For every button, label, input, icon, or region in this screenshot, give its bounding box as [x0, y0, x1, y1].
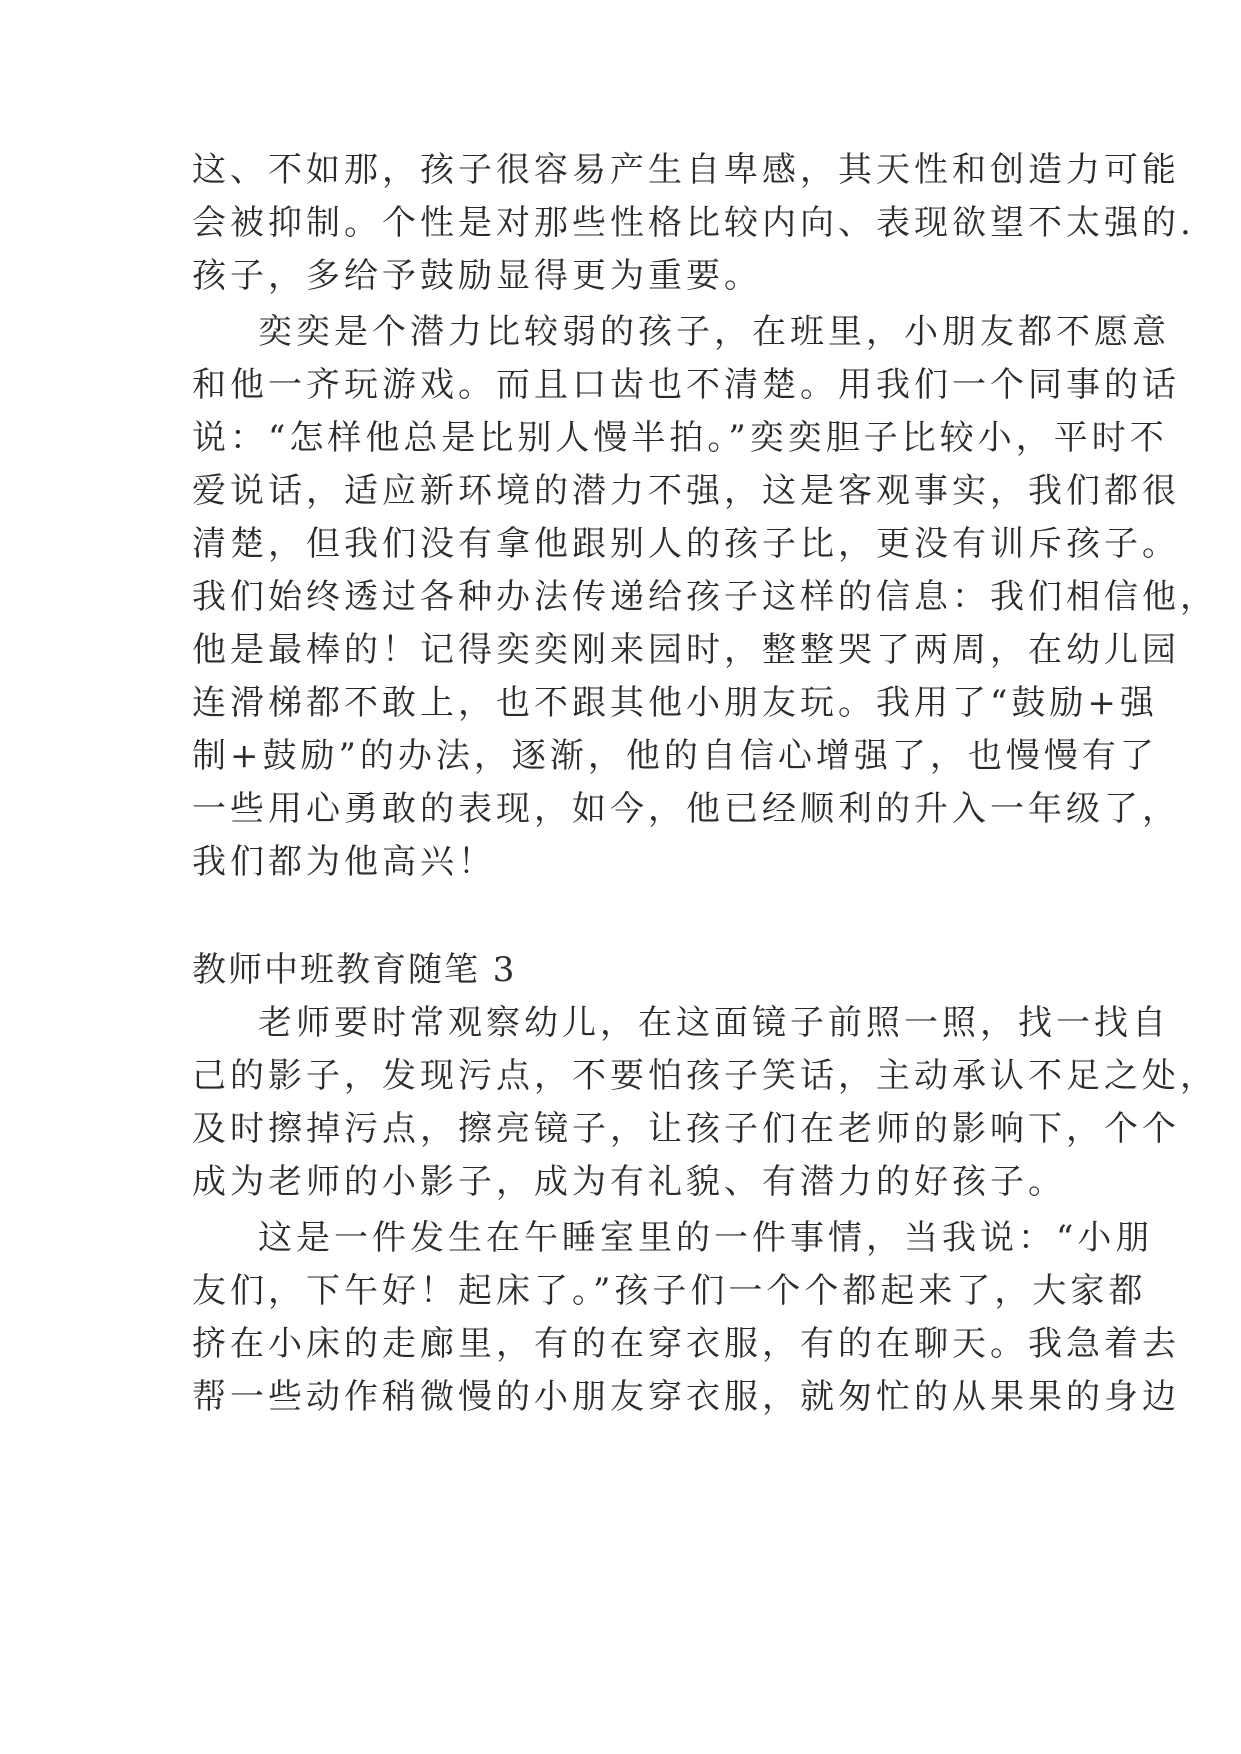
paragraph-2-line-9: 制+鼓励”的办法，逐渐，他的自信心增强了，也慢慢有了	[192, 736, 1158, 776]
paragraph-1-line-3: 孩子，多给予鼓励显得更为重要。	[192, 256, 762, 296]
paragraph-1-line-2: 会被抑制。个性是对那些性格比较内向、表现欲望不太强的.	[192, 203, 1195, 243]
paragraph-2-line-8: 连滑梯都不敢上，也不跟其他小朋友玩。我用了“鼓励+强	[192, 683, 1158, 723]
paragraph-2-line-2: 和他一齐玩游戏。而且口齿也不清楚。用我们一个同事的话	[192, 365, 1180, 405]
section-heading: 教师中班教育随笔 3	[192, 950, 517, 990]
paragraph-1-line-1: 这、不如那，孩子很容易产生自卑感，其天性和创造力可能	[192, 150, 1180, 190]
paragraph-4-line-4: 帮一些动作稍微慢的小朋友穿衣服，就匆忙的从果果的身边	[192, 1377, 1180, 1417]
paragraph-2-line-3: 说：“怎样他总是比别人慢半拍。”奕奕胆子比较小，平时不	[192, 418, 1168, 458]
paragraph-2-line-5: 清楚，但我们没有拿他跟别人的孩子比，更没有训斥孩子。	[192, 524, 1180, 564]
paragraph-2-line-4: 爱说话，适应新环境的潜力不强，这是客观事实，我们都很	[192, 471, 1180, 511]
paragraph-2-line-6: 我们始终透过各种办法传递给孩子这样的信息：我们相信他，	[192, 577, 1218, 617]
paragraph-3-line-2: 己的影子，发现污点，不要怕孩子笑话，主动承认不足之处，	[192, 1056, 1218, 1096]
paragraph-4-line-3: 挤在小床的走廊里，有的在穿衣服，有的在聊天。我急着去	[192, 1324, 1180, 1364]
paragraph-4-line-1: 这是一件发生在午睡室里的一件事情，当我说：“小朋	[258, 1218, 1154, 1258]
paragraph-2-line-10: 一些用心勇敢的表现，如今，他已经顺利的升入一年级了，	[192, 789, 1180, 829]
paragraph-3-line-4: 成为老师的小影子，成为有礼貌、有潜力的好孩子。	[192, 1162, 1066, 1202]
paragraph-3-line-1: 老师要时常观察幼儿，在这面镜子前照一照，找一找自	[258, 1003, 1170, 1043]
paragraph-4-line-2: 友们，下午好！起床了。”孩子们一个个都起来了，大家都	[192, 1271, 1147, 1311]
paragraph-2-line-1: 奕奕是个潜力比较弱的孩子，在班里，小朋友都不愿意	[258, 312, 1170, 352]
paragraph-3-line-3: 及时擦掉污点，擦亮镜子，让孩子们在老师的影响下，个个	[192, 1109, 1180, 1149]
paragraph-2-line-7: 他是最棒的！记得奕奕刚来园时，整整哭了两周，在幼儿园	[192, 630, 1180, 670]
paragraph-2-line-11: 我们都为他高兴！	[192, 842, 496, 882]
